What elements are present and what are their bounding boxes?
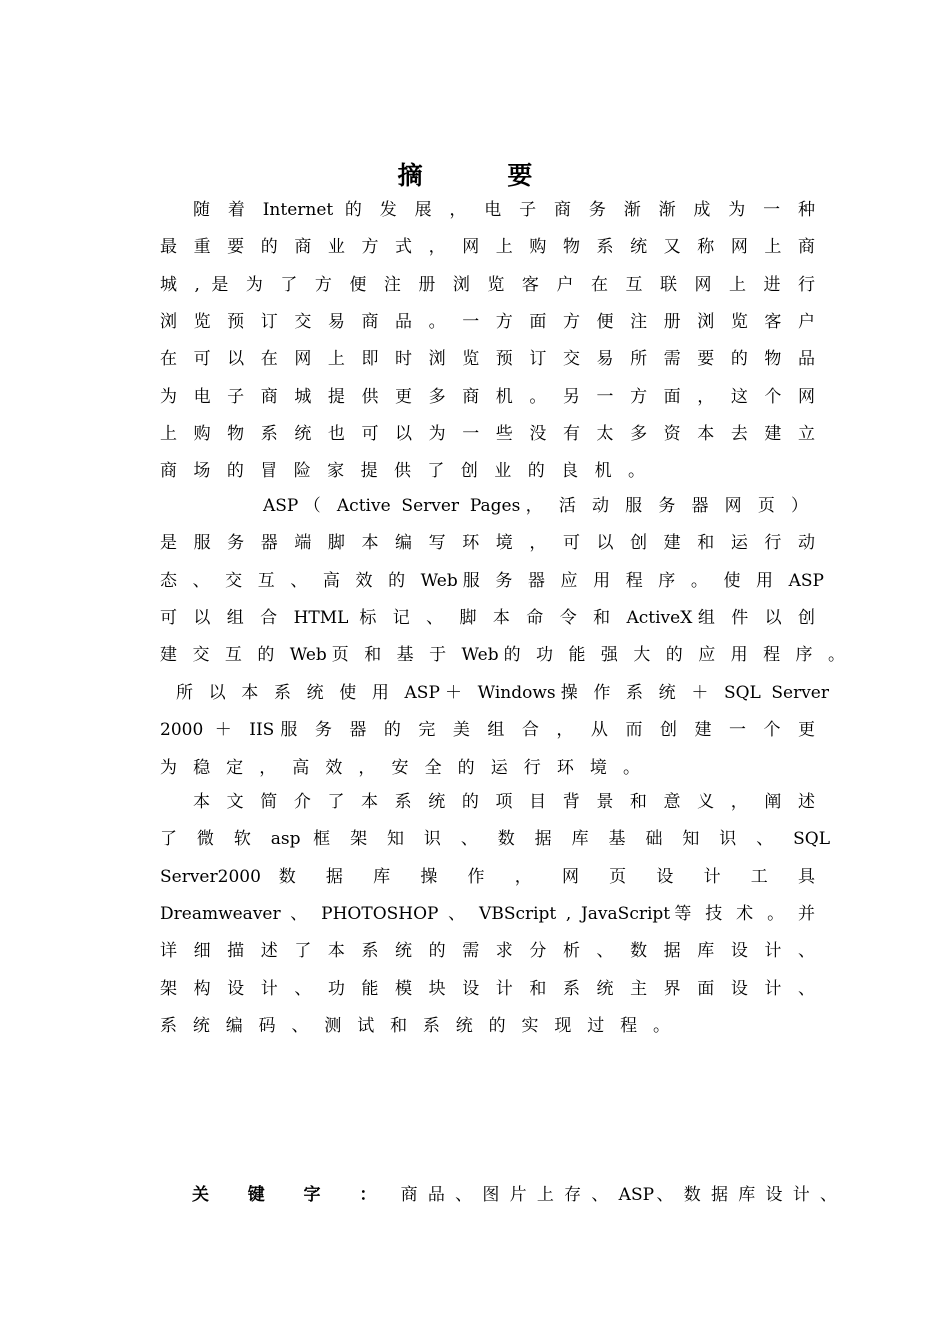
text-line: 可 以 组 合 HTML 标 记 、 脚 本 命 令 和 ActiveX组 件 以 创 <box>160 608 815 628</box>
text-line: 架 构 设 计 、 功 能 模 块 设 计 和 系 统 主 界 面 设 计 、 <box>160 979 815 999</box>
text-line: 本 文 简 介 了 本 系 统 的 项 目 背 景 和 意 义 ， 阐 述 <box>193 792 815 812</box>
text-line: 是 服 务 器 端 脚 本 编 写 环 境 ， 可 以 创 建 和 运 行 动 <box>160 533 815 553</box>
text-line: Server2000 数 据 库 操 作 ， 网 页 设 计 工 具 <box>160 867 815 887</box>
text-line: 城 , 是 为 了 方 便 注 册 浏 览 客 户 在 互 联 网 上 进 行 <box>160 275 815 295</box>
abstract-title: 摘 要 <box>397 161 571 190</box>
text-line: ASP（ Active Server Pages， 活 动 服 务 器 网 页 ） <box>263 496 808 516</box>
text-line: 为 稳 定 ， 高 效 ， 安 全 的 运 行 环 境 。 <box>160 758 640 778</box>
text-line: 最 重 要 的 商 业 方 式 ， 网 上 购 物 系 统 又 称 网 上 商 <box>160 237 815 257</box>
text-line: Dreamweaver 、 PHOTOSHOP 、 VBScript , JavaScript等 技 术 。 并 <box>160 904 815 924</box>
text-line: 系 统 编 码 、 测 试 和 系 统 的 实 现 过 程 。 <box>160 1016 670 1036</box>
text-line: 随 着 Internet 的 发 展 ， 电 子 商 务 渐 渐 成 为 一 种 <box>193 200 815 220</box>
keywords-value: 商 品 、 图 片 上 存 、 ASP、 数 据 库 设 计 、 <box>400 1185 838 1205</box>
keywords-label: 关 键 字 ： <box>192 1185 393 1205</box>
text-line: 详 细 描 述 了 本 系 统 的 需 求 分 析 、 数 据 库 设 计 、 <box>160 941 815 961</box>
text-line: 建 交 互 的 Web页 和 基 于 Web的 功 能 强 大 的 应 用 程 序 。 <box>160 645 845 665</box>
text-line: 浏 览 预 订 交 易 商 品 。 一 方 面 方 便 注 册 浏 览 客 户 <box>160 312 815 332</box>
text-line: 态 、 交 互 、 高 效 的 Web服 务 器 应 用 程 序 。 使 用 ASP <box>160 571 824 591</box>
keywords-line <box>192 1183 837 1207</box>
text-line: 商 场 的 冒 险 家 提 供 了 创 业 的 良 机 。 <box>160 461 645 481</box>
text-line: 了 微 软 asp 框 架 知 识 、 数 据 库 基 础 知 识 、 SQL <box>160 829 830 849</box>
text-line: 2000 ＋ IIS服 务 器 的 完 美 组 合 ， 从 而 创 建 一 个 更 <box>160 720 815 740</box>
text-line: 上 购 物 系 统 也 可 以 为 一 些 没 有 太 多 资 本 去 建 立 <box>160 424 815 444</box>
text-line: 为 电 子 商 城 提 供 更 多 商 机 。 另 一 方 面 ， 这 个 网 <box>160 387 815 407</box>
text-line: 在 可 以 在 网 上 即 时 浏 览 预 订 交 易 所 需 要 的 物 品 <box>160 349 815 369</box>
text-line: 所 以 本 系 统 使 用 ASP＋ Windows操 作 系 统 ＋ SQL Server <box>176 683 829 703</box>
